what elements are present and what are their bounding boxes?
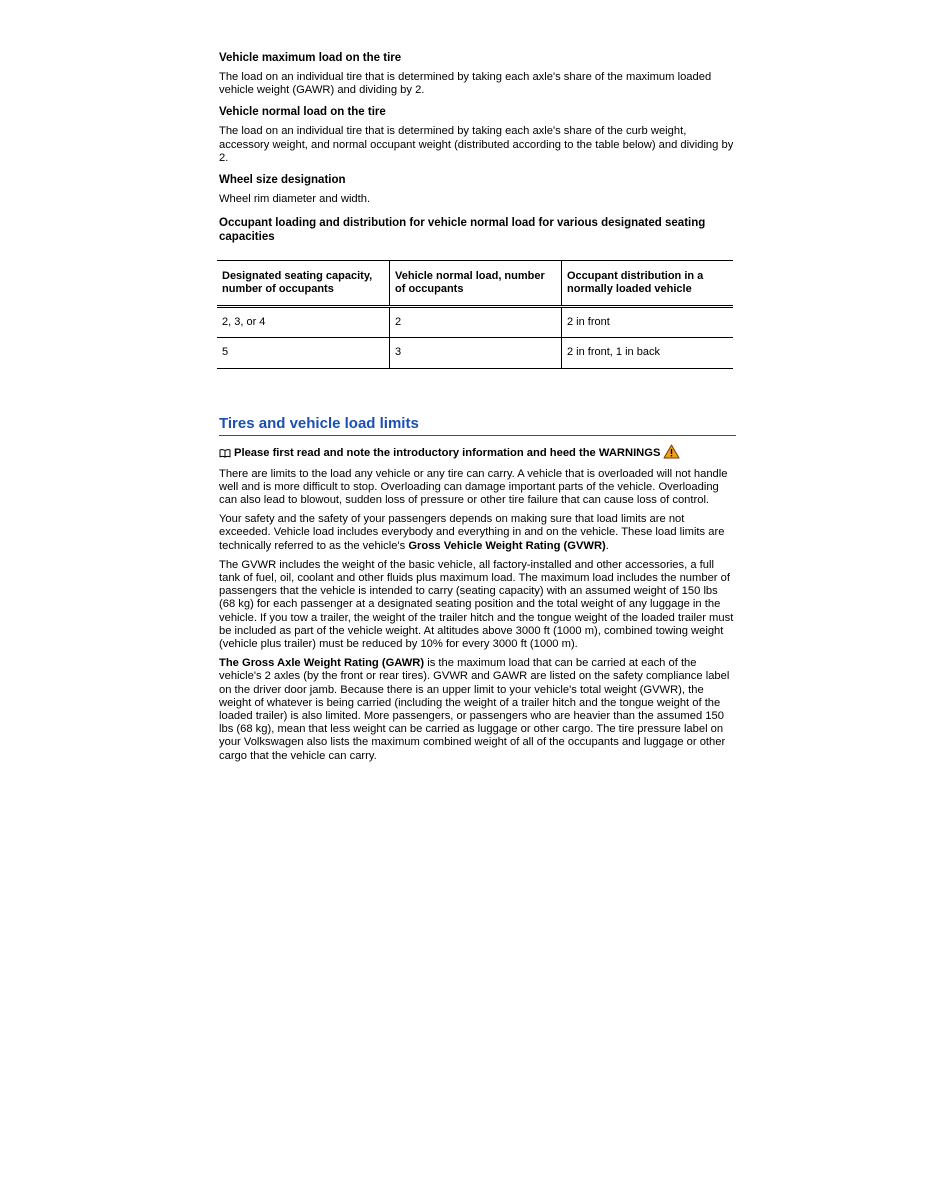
definition-term: Wheel size designation — [219, 174, 346, 187]
definition-term: Vehicle normal load on the tire — [219, 106, 386, 119]
paragraph: There are limits to the load any vehicle or any tire can carry. A vehicle that is overloaded will not handle well and is more difficult to stop. Overloading can damage important parts of the vehicle. Overloading can also lead to blowout, sudden loss of pressure or other tire failure that can cause loss of control. — [219, 467, 728, 507]
column-header: Designated seating capacity, number of occupants — [217, 261, 390, 307]
gvwr-term: Gross Vehicle Weight Rating (GVWR) — [408, 539, 606, 552]
gawr-term: The Gross Axle Weight Rating (GAWR) — [219, 657, 425, 670]
definition-body: The load on an individual tire that is determined by taking each axle's share of the curb weight, accessory weight, and normal occupant weight (distributed according to the table below) and dividing by 2. — [219, 125, 734, 164]
column-header: Occupant distribution in a normally loaded vehicle — [562, 261, 734, 307]
paragraph — [219, 513, 735, 553]
table-cell: 2, 3, or 4 — [217, 307, 390, 338]
table-cell: 2 in front, 1 in back — [562, 338, 734, 368]
paragraph — [219, 657, 735, 763]
table-header-row — [217, 261, 733, 307]
definition-body: The load on an individual tire that is determined by taking each axle's share of the maximum loaded vehicle weight (GAWR) and dividing by 2. — [219, 71, 712, 97]
definition-term: Vehicle maximum load on the tire — [219, 52, 402, 64]
intro-text: Please first read and note the introductory information and heed the WARNINGS — [234, 446, 661, 459]
table-title: Occupant loading and distribution for vehicle normal load for various designated seating capacities — [219, 217, 706, 244]
table-cell: 2 in front — [562, 307, 734, 338]
table-row — [217, 338, 733, 368]
table-cell: 2 — [390, 307, 562, 338]
table-cell: 5 — [217, 338, 390, 368]
paragraph-text: . — [605, 539, 609, 552]
definition-body: Wheel rim diameter and width. — [219, 193, 371, 206]
table-cell: 3 — [390, 338, 562, 368]
page-content — [219, 51, 735, 769]
section-title: Tires and vehicle load limits — [219, 415, 736, 436]
paragraph: The GVWR includes the weight of the basic vehicle, all factory-installed and other accessories, a full tank of fuel, oil, coolant and other fluids plus maximum load. The maximum load includes the number of passengers that the vehicle is intended to carry (seating capacity) with an assumed weight of 150 lbs (68 kg) for each passenger at a designated seating position and the total weight of any luggage in the vehicle. If you tow a trailer, the weight of the trailer hitch and the tongue weight of the loaded trailer must be included as part of the vehicle weight. At altitudes above 3000 ft (1000 m), combined towing weight (vehicle plus trailer) must be reduced by 10% for every 3000 ft (1000 m). — [219, 558, 734, 651]
column-header: Vehicle normal load, number of occupants — [390, 261, 562, 307]
occupant-distribution-table — [217, 260, 733, 368]
warning-triangle-icon — [663, 444, 680, 459]
table-row — [217, 307, 733, 338]
book-icon — [219, 448, 231, 458]
paragraph-text: Your safety and the safety of your passengers depends on making sure that load limits are not exceeded. Vehicle load includes everybody and everything in and on the vehicle. These load limits are technically referred to as the vehicle's — [219, 513, 725, 552]
paragraph-text: is the maximum load that can be carried at each of the vehicle's 2 axles (by the front or rear tires). GVWR and GAWR are listed on the safety compliance label on the driver door jamb. Because there is an upper limit to your vehicle's total weight (GVWR), the weight of whatever is being carried (including the weight of a trailer hitch and the tongue weight of the loaded trailer) is also limited. More passengers, or passengers who are heavier than the assumed 150 lbs (68 kg), mean that less weight can be carried as luggage or other cargo. The tire pressure label on your Volkswagen also lists the maximum combined weight of all of the occupants and luggage or other cargo that the vehicle can carry. — [219, 657, 730, 762]
intro-note — [219, 446, 735, 461]
